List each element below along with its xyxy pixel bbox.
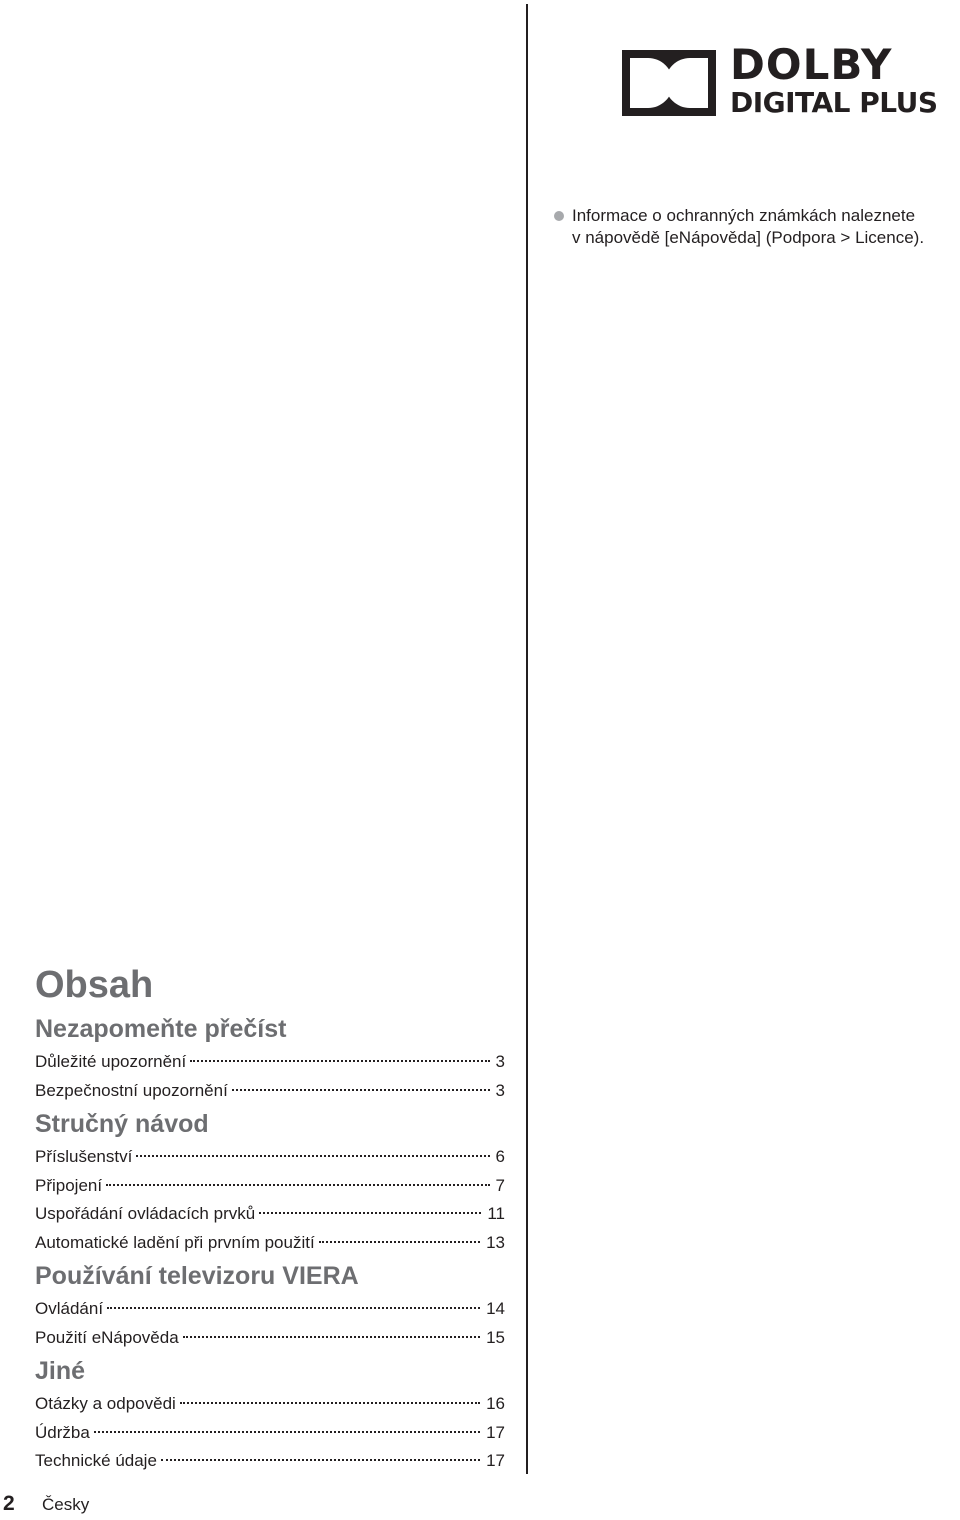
- toc-entry-page: 17: [486, 1451, 505, 1470]
- toc-title: Obsah: [35, 964, 154, 1006]
- dot-leader: [183, 1336, 480, 1338]
- trademark-note: [554, 205, 954, 249]
- toc-entry-page: 16: [486, 1394, 505, 1413]
- toc-entry-page: 13: [486, 1232, 505, 1252]
- dot-leader: [106, 1184, 489, 1186]
- toc-entry[interactable]: [35, 1172, 505, 1201]
- page-number: 2: [3, 1492, 15, 1515]
- toc-section-using-viera: [35, 1261, 505, 1352]
- toc-entry-label: Otázky a odpovědi: [35, 1394, 176, 1413]
- toc-section-heading: Jiné: [35, 1357, 86, 1385]
- toc-entry-page: 11: [487, 1204, 505, 1223]
- dot-leader: [107, 1307, 480, 1309]
- dot-leader: [232, 1089, 490, 1091]
- toc-entry-label: Připojení: [35, 1175, 103, 1195]
- toc-entry-page: 3: [495, 1052, 505, 1071]
- dot-leader: [94, 1431, 480, 1433]
- toc-entry-label: Příslušenství: [35, 1147, 133, 1166]
- column-divider: [526, 4, 528, 1474]
- dot-leader: [180, 1402, 480, 1404]
- toc-entry[interactable]: [35, 1143, 505, 1172]
- dot-leader: [319, 1241, 480, 1243]
- toc-entry[interactable]: [35, 1447, 505, 1476]
- toc-entry-label: Uspořádání ovládacích prvků: [35, 1204, 256, 1223]
- toc-entry-page: 17: [486, 1422, 505, 1442]
- toc-entry-label: Automatické ladění při prvním použití: [35, 1232, 315, 1252]
- dot-leader: [136, 1155, 489, 1157]
- toc-entry-page: 7: [495, 1175, 505, 1195]
- trademark-note-line-2: v nápovědě [eNápověda] (Podpora > Licence).: [572, 228, 925, 247]
- toc-entry[interactable]: [35, 1077, 505, 1106]
- toc-section-heading: Nezapomeňte přečíst: [35, 1015, 287, 1043]
- toc-entry-label: Údržba: [35, 1422, 90, 1442]
- dolby-digital-plus-logo: [622, 40, 948, 119]
- toc-entry-label: Použití eNápověda: [35, 1327, 179, 1347]
- toc-section-quick-guide: [35, 1109, 505, 1257]
- toc-entry[interactable]: [35, 1295, 505, 1324]
- toc-section-heading: Stručný návod: [35, 1110, 209, 1138]
- toc-entry[interactable]: [35, 1229, 505, 1258]
- trademark-note-line-1: Informace o ochranných známkách naleznete: [572, 206, 916, 225]
- toc-entry-page: 14: [486, 1299, 505, 1318]
- toc-entry-label: Důležité upozornění: [35, 1052, 187, 1071]
- toc-entry-label: Bezpečnostní upozornění: [35, 1080, 228, 1100]
- dot-leader: [161, 1459, 480, 1461]
- toc-entry[interactable]: [35, 1390, 505, 1419]
- toc-section-other: [35, 1356, 505, 1476]
- toc-entry-label: Technické údaje: [35, 1451, 157, 1470]
- toc-entry[interactable]: [35, 1200, 505, 1229]
- toc-entry[interactable]: [35, 1324, 505, 1353]
- toc-section-heading: Používání televizoru VIERA: [35, 1262, 359, 1290]
- toc-entry-page: 15: [486, 1327, 505, 1347]
- dolby-double-d-icon: [622, 50, 716, 116]
- bullet-icon: [554, 211, 564, 221]
- dolby-wordmark: DOLBY: [730, 40, 893, 89]
- dot-leader: [259, 1212, 481, 1214]
- toc-section-read-first: [35, 1014, 505, 1105]
- toc-entry[interactable]: [35, 1419, 505, 1448]
- toc-entry-page: 3: [495, 1080, 505, 1100]
- table-of-contents: [35, 962, 505, 1476]
- toc-entry[interactable]: [35, 1048, 505, 1077]
- toc-entry-page: 6: [495, 1147, 505, 1166]
- dot-leader: [190, 1060, 489, 1062]
- page-language-label: Česky: [42, 1495, 90, 1514]
- digital-plus-wordmark: DIGITAL PLUS: [730, 86, 938, 119]
- toc-entry-label: Ovládání: [35, 1299, 104, 1318]
